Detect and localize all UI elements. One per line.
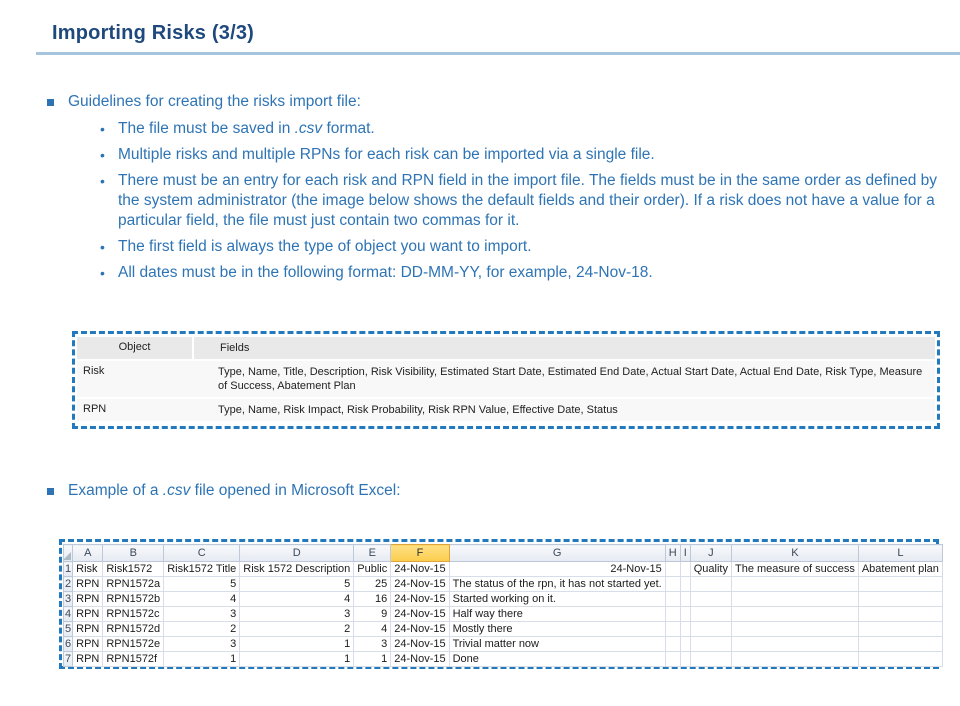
fields-table-object-cell: RPN bbox=[77, 399, 192, 421]
guideline-item bbox=[100, 171, 945, 231]
column-header-C: C bbox=[164, 545, 240, 562]
cell-J1: Quality bbox=[690, 562, 731, 577]
excel-row-6 bbox=[64, 637, 943, 652]
fields-table-fields-cell: Type, Name, Risk Impact, Risk Probability, Risk RPN Value, Effective Date, Status bbox=[218, 404, 618, 416]
cell-K5 bbox=[732, 622, 859, 637]
column-header-D: D bbox=[240, 545, 354, 562]
cell-L5 bbox=[858, 622, 942, 637]
cell-G2: The status of the rpn, it has not started yet. bbox=[449, 577, 665, 592]
page-title: Importing Risks (3/3) bbox=[52, 22, 255, 44]
cell-A6: RPN bbox=[73, 637, 103, 652]
cell-C2: 5 bbox=[164, 577, 240, 592]
row-header-1: 1 bbox=[65, 562, 72, 575]
fields-reference-panel bbox=[72, 331, 940, 429]
guidelines-list bbox=[100, 119, 947, 283]
cell-B2: RPN1572a bbox=[103, 577, 164, 592]
column-header-F: F bbox=[391, 545, 449, 562]
row-header-5: 5 bbox=[65, 622, 72, 635]
cell-B6: RPN1572e bbox=[103, 637, 164, 652]
cell-F6: 24-Nov-15 bbox=[391, 637, 449, 652]
row-header-4: 4 bbox=[65, 607, 72, 620]
guideline-text: The first field is always the type of object you want to import. bbox=[118, 238, 532, 255]
guidelines-heading-text: Guidelines for creating the risks import file: bbox=[68, 93, 361, 110]
dot-bullet-icon: • bbox=[100, 121, 105, 137]
cell-J3 bbox=[690, 592, 731, 607]
column-header-J: J bbox=[690, 545, 731, 562]
cell-C1: Risk1572 Title bbox=[164, 562, 240, 577]
fields-table-header-object: Object bbox=[77, 337, 192, 359]
cell-E4: 9 bbox=[354, 607, 391, 622]
cell-D7: 1 bbox=[240, 652, 354, 667]
dot-bullet-icon: • bbox=[100, 173, 105, 189]
excel-screenshot-panel bbox=[59, 539, 939, 669]
cell-G3: Started working on it. bbox=[449, 592, 665, 607]
guideline-item bbox=[100, 145, 945, 165]
cell-D1: Risk 1572 Description bbox=[240, 562, 354, 577]
select-all-corner bbox=[64, 545, 73, 562]
cell-D4: 3 bbox=[240, 607, 354, 622]
cell-I1 bbox=[680, 562, 690, 577]
excel-column-header-row bbox=[64, 545, 943, 562]
cell-F7: 24-Nov-15 bbox=[391, 652, 449, 667]
row-header-2: 2 bbox=[65, 577, 72, 590]
column-header-E: E bbox=[354, 545, 391, 562]
row-header-6: 6 bbox=[65, 637, 72, 650]
cell-K1: The measure of success bbox=[732, 562, 859, 577]
fields-table-fields-cell: Type, Name, Title, Description, Risk Visibility, Estimated Start Date, Estimated End Date, Actual Start Date, Actual End Date, Risk Type, Measure of Success, Abatement Plan bbox=[218, 366, 923, 392]
excel-row-1 bbox=[64, 562, 943, 577]
excel-row-4 bbox=[64, 607, 943, 622]
cell-E2: 25 bbox=[354, 577, 391, 592]
cell-D2: 5 bbox=[240, 577, 354, 592]
cell-D3: 4 bbox=[240, 592, 354, 607]
cell-F1: 24-Nov-15 bbox=[391, 562, 449, 577]
guidelines-heading bbox=[47, 92, 947, 112]
guideline-text: There must be an entry for each risk and RPN field in the import file. The fields must be in the same order as defined by the system administrator (the image below shows the default fields and their order). If a risk does not have a value for a particular field, the file must just contain two commas for it. bbox=[118, 172, 938, 229]
cell-A2: RPN bbox=[73, 577, 103, 592]
cell-A7: RPN bbox=[73, 652, 103, 667]
cell-I6 bbox=[680, 637, 690, 652]
square-bullet-icon bbox=[47, 99, 54, 106]
cell-J7 bbox=[690, 652, 731, 667]
example-section bbox=[47, 481, 947, 501]
column-header-H: H bbox=[665, 545, 680, 562]
cell-L2 bbox=[858, 577, 942, 592]
fields-table-object-cell: Risk bbox=[77, 361, 192, 397]
cell-F4: 24-Nov-15 bbox=[391, 607, 449, 622]
dot-bullet-icon: • bbox=[100, 147, 105, 163]
cell-A5: RPN bbox=[73, 622, 103, 637]
guideline-text: All dates must be in the following format: DD-MM-YY, for example, 24-Nov-18. bbox=[118, 264, 653, 281]
cell-H5 bbox=[665, 622, 680, 637]
cell-H2 bbox=[665, 577, 680, 592]
column-header-L: L bbox=[858, 545, 942, 562]
cell-B3: RPN1572b bbox=[103, 592, 164, 607]
cell-K2 bbox=[732, 577, 859, 592]
cell-H1 bbox=[665, 562, 680, 577]
cell-G6: Trivial matter now bbox=[449, 637, 665, 652]
cell-H6 bbox=[665, 637, 680, 652]
cell-C6: 3 bbox=[164, 637, 240, 652]
cell-L7 bbox=[858, 652, 942, 667]
fields-table-header-row bbox=[77, 337, 935, 359]
excel-row-2 bbox=[64, 577, 943, 592]
guideline-item bbox=[100, 119, 945, 139]
cell-L4 bbox=[858, 607, 942, 622]
fields-table bbox=[77, 337, 935, 421]
column-header-A: A bbox=[73, 545, 103, 562]
excel-row-3 bbox=[64, 592, 943, 607]
cell-G1: 24-Nov-15 bbox=[449, 562, 665, 577]
column-header-G: G bbox=[449, 545, 665, 562]
fields-table-header-fields: Fields bbox=[194, 337, 935, 359]
fields-table-body bbox=[77, 361, 935, 421]
cell-E6: 3 bbox=[354, 637, 391, 652]
cell-J5 bbox=[690, 622, 731, 637]
cell-B4: RPN1572c bbox=[103, 607, 164, 622]
square-bullet-icon bbox=[47, 488, 54, 495]
cell-A4: RPN bbox=[73, 607, 103, 622]
cell-G5: Mostly there bbox=[449, 622, 665, 637]
excel-row-5 bbox=[64, 622, 943, 637]
cell-F3: 24-Nov-15 bbox=[391, 592, 449, 607]
row-header-7: 7 bbox=[65, 652, 72, 665]
fields-table-row bbox=[77, 399, 935, 421]
excel-row-7 bbox=[64, 652, 943, 667]
cell-E1: Public bbox=[354, 562, 391, 577]
cell-L3 bbox=[858, 592, 942, 607]
fields-table-row bbox=[77, 361, 935, 397]
cell-J6 bbox=[690, 637, 731, 652]
column-header-I: I bbox=[680, 545, 690, 562]
cell-C3: 4 bbox=[164, 592, 240, 607]
cell-I2 bbox=[680, 577, 690, 592]
cell-B7: RPN1572f bbox=[103, 652, 164, 667]
cell-K6 bbox=[732, 637, 859, 652]
cell-C7: 1 bbox=[164, 652, 240, 667]
guideline-text: Multiple risks and multiple RPNs for each risk can be imported via a single file. bbox=[118, 146, 655, 163]
title-divider bbox=[36, 52, 960, 55]
guidelines-section bbox=[47, 92, 947, 289]
column-header-K: K bbox=[732, 545, 859, 562]
guideline-item bbox=[100, 237, 945, 257]
excel-sheet bbox=[63, 544, 943, 667]
cell-I5 bbox=[680, 622, 690, 637]
cell-C4: 3 bbox=[164, 607, 240, 622]
guideline-text: The file must be saved in .csv format. bbox=[118, 120, 375, 137]
cell-B5: RPN1572d bbox=[103, 622, 164, 637]
cell-J4 bbox=[690, 607, 731, 622]
cell-K3 bbox=[732, 592, 859, 607]
cell-E3: 16 bbox=[354, 592, 391, 607]
cell-D5: 2 bbox=[240, 622, 354, 637]
cell-D6: 1 bbox=[240, 637, 354, 652]
cell-F2: 24-Nov-15 bbox=[391, 577, 449, 592]
cell-E7: 1 bbox=[354, 652, 391, 667]
cell-K4 bbox=[732, 607, 859, 622]
cell-G7: Done bbox=[449, 652, 665, 667]
cell-L1: Abatement plan bbox=[858, 562, 942, 577]
cell-K7 bbox=[732, 652, 859, 667]
dot-bullet-icon: • bbox=[100, 265, 105, 281]
row-header-3: 3 bbox=[65, 592, 72, 605]
cell-E5: 4 bbox=[354, 622, 391, 637]
cell-I7 bbox=[680, 652, 690, 667]
example-heading-text: Example of a .csv file opened in Microsoft Excel: bbox=[68, 482, 401, 499]
dot-bullet-icon: • bbox=[100, 239, 105, 255]
cell-L6 bbox=[858, 637, 942, 652]
cell-A1: Risk bbox=[73, 562, 103, 577]
example-heading bbox=[47, 481, 947, 501]
cell-C5: 2 bbox=[164, 622, 240, 637]
cell-A3: RPN bbox=[73, 592, 103, 607]
cell-H3 bbox=[665, 592, 680, 607]
cell-I3 bbox=[680, 592, 690, 607]
cell-B1: Risk1572 bbox=[103, 562, 164, 577]
cell-H4 bbox=[665, 607, 680, 622]
cell-J2 bbox=[690, 577, 731, 592]
cell-H7 bbox=[665, 652, 680, 667]
cell-F5: 24-Nov-15 bbox=[391, 622, 449, 637]
column-header-B: B bbox=[103, 545, 164, 562]
guideline-item bbox=[100, 263, 945, 283]
cell-G4: Half way there bbox=[449, 607, 665, 622]
cell-I4 bbox=[680, 607, 690, 622]
